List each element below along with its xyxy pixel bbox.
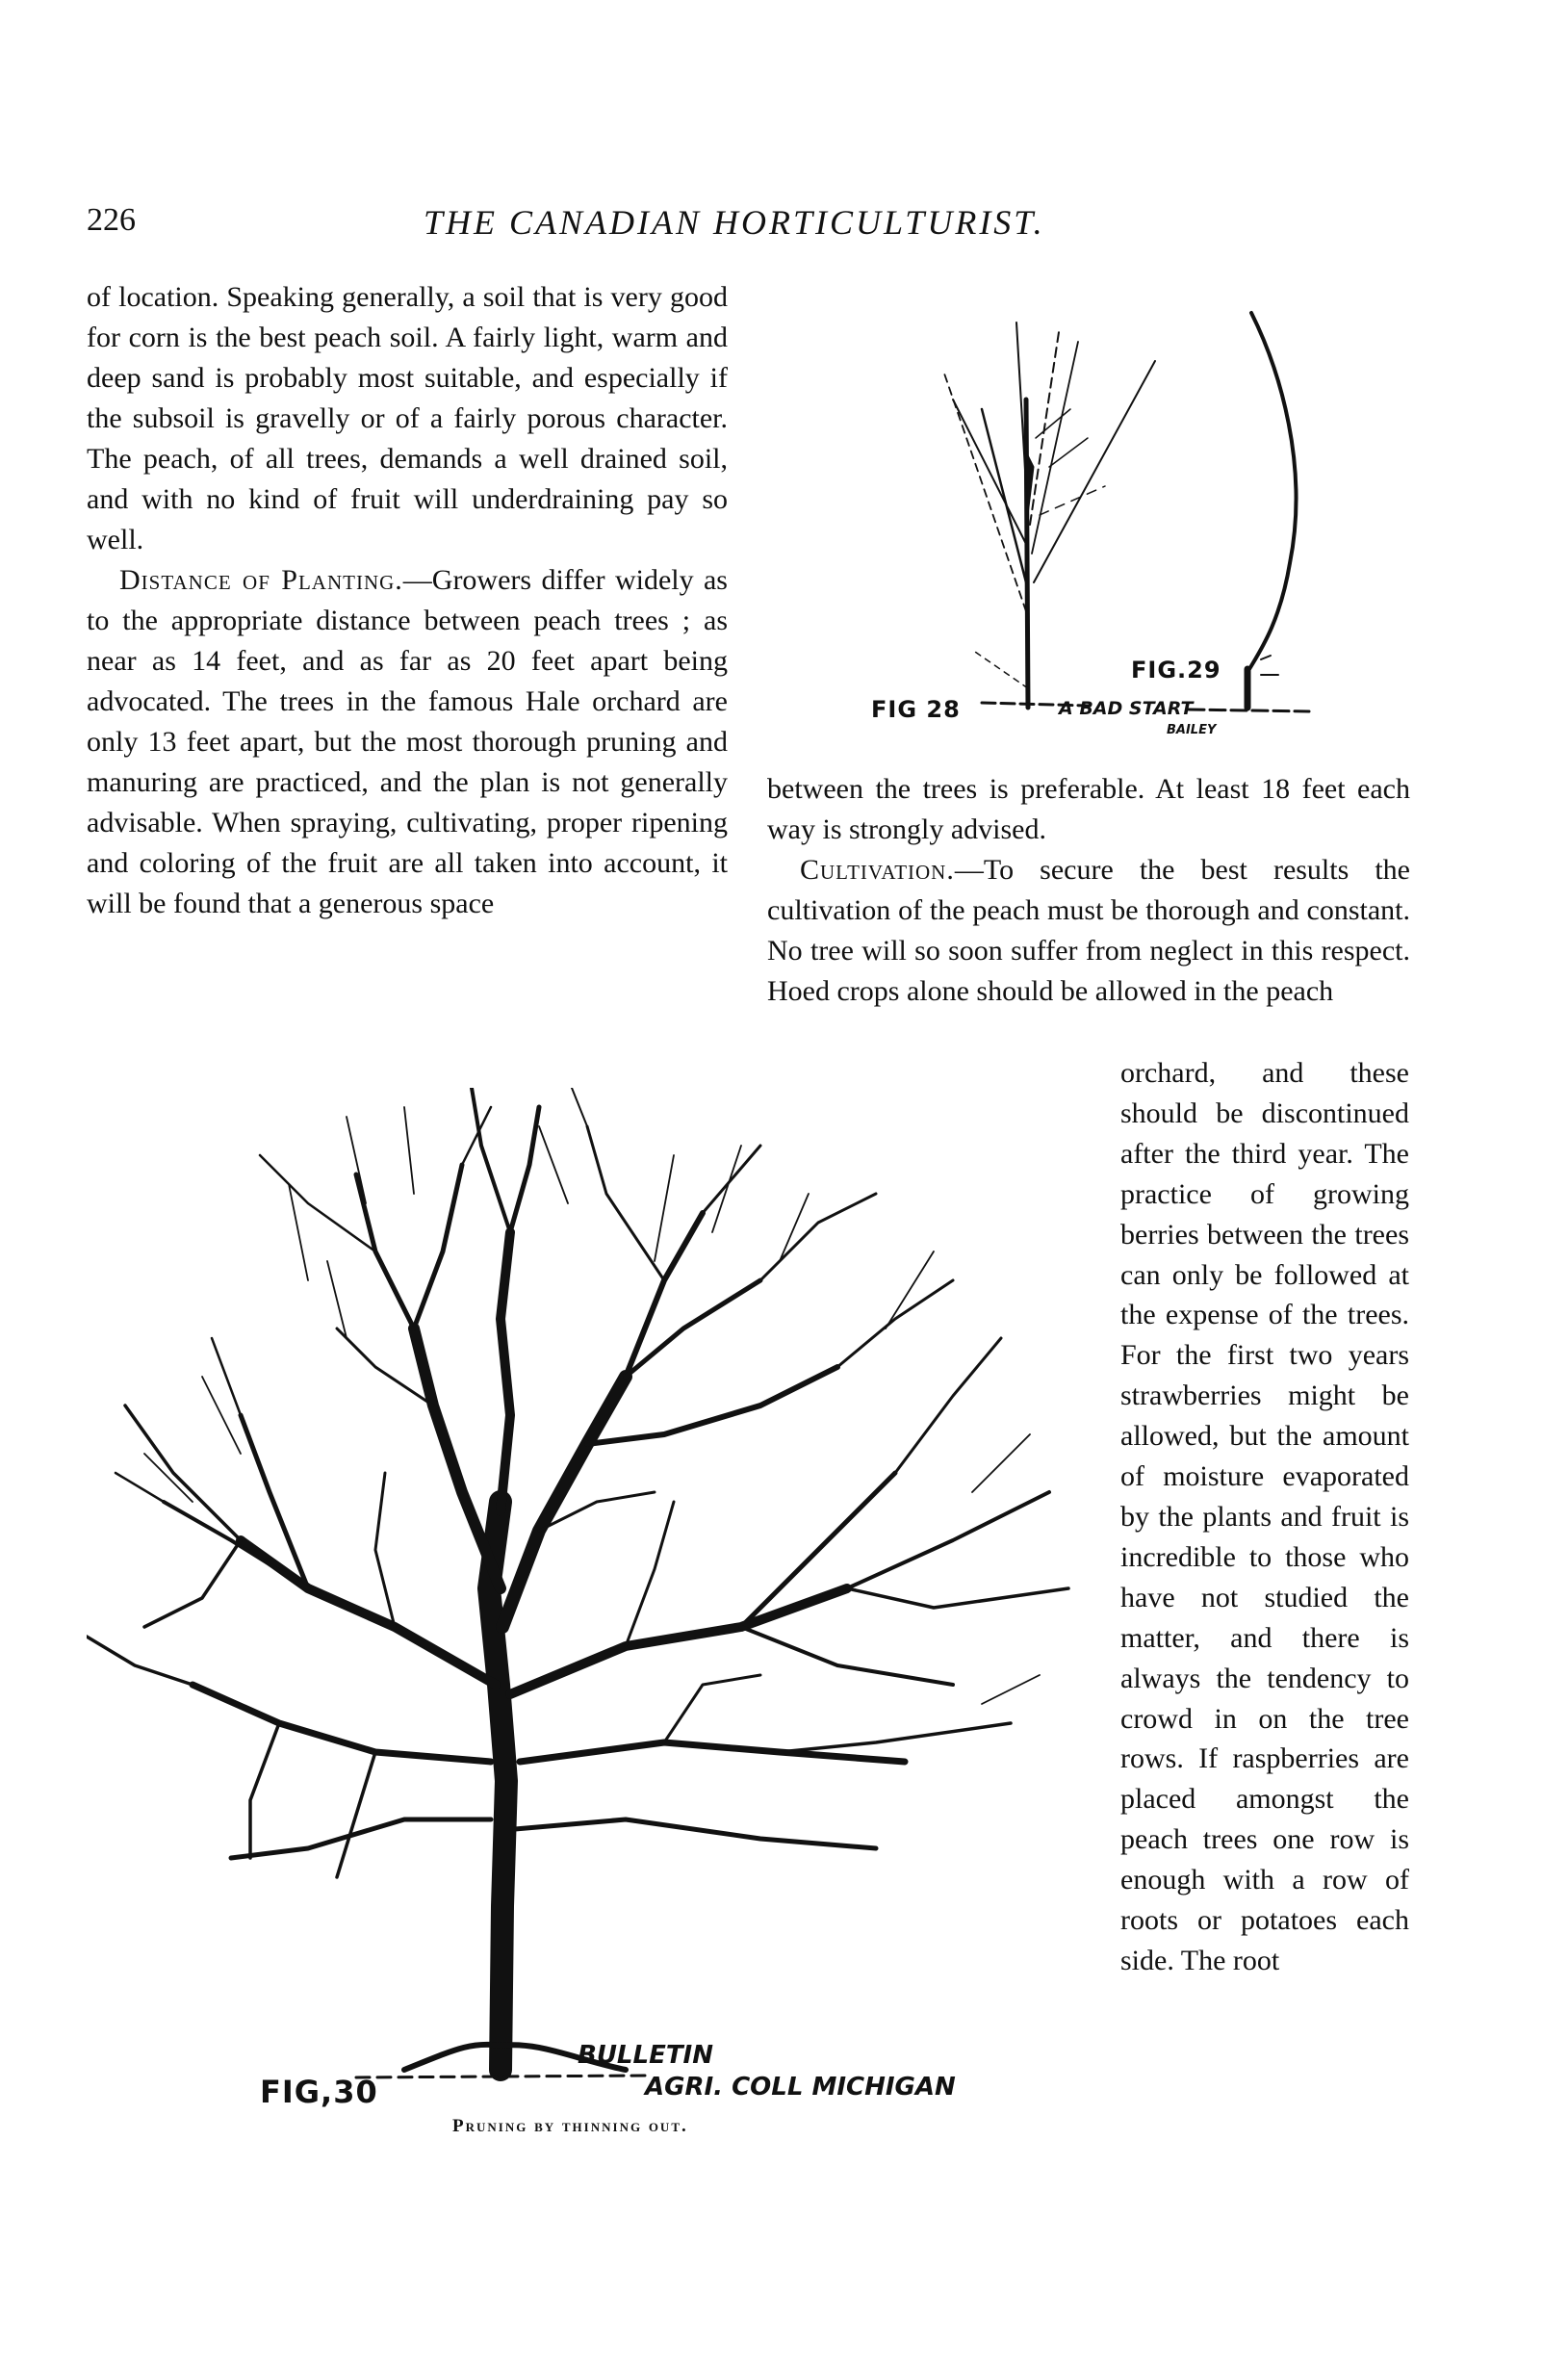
left-column — [87, 277, 728, 924]
figure-30-label: FIG,30 — [260, 2074, 378, 2110]
paragraph-cultivation — [767, 850, 1410, 1012]
figure-30-credit-college: AGRI. COLL MICHIGAN — [645, 2073, 956, 2102]
paragraph-spacing-continued: between the trees is preferable. At least 18 feet each way is strongly advised. — [767, 773, 1410, 845]
section-heading-cultivation: Cultivation. — [800, 854, 955, 886]
figure-28-29 — [857, 294, 1319, 756]
figure-29-label: FIG.29 — [1131, 657, 1221, 684]
running-title: THE CANADIAN HORTICULTURIST. — [424, 203, 1045, 242]
section-heading-distance: Distance of Planting. — [119, 564, 403, 596]
figure-30-drawing — [87, 1088, 1107, 2147]
figure-bad-start-label: A BAD START — [1059, 698, 1194, 719]
paragraph-distance-of-planting — [87, 560, 728, 924]
figure-28-29-drawing — [857, 294, 1319, 756]
paragraph-cultivation-continued: orchard, and these should be discontinued after the third year. The practice of growing berries between the trees can only be followed at the expense of the trees. For the first two years strawberries might be allowed, but the amount of moisture evaporated by the plants and fruit is incredible to those who have not studied the matter, and there is always the tendency to crowd in on the tree rows. If raspberries are placed amongst the peach trees one row is enough with a row of roots or potatoes each side. The root — [1120, 1057, 1409, 1976]
page-number: 226 — [87, 202, 136, 238]
paragraph-cultivation-body: —To secure the best results the cultivation of the peach must be thorough and constant. No tree will so soon suffer from neglect in this respect. Hoed crops alone should be allowed in the peach — [767, 854, 1410, 1007]
right-column-narrow — [1120, 1053, 1409, 1981]
figure-30-credit-bulletin: BULLETIN — [578, 2041, 713, 2070]
right-column-top — [767, 769, 1410, 1012]
figure-author-credit: BAILEY — [1167, 723, 1217, 737]
running-header — [0, 202, 1568, 250]
paragraph-distance-body: —Growers differ widely as to the appropriate distance between peach trees ; as near as 14 feet, and as far as 20 feet apart being advocated. The trees in the famous Hale orchard are only 13 feet apart, but the most thorough pruning and manuring are practiced, and the plan is not generally advisable. When spraying, cultivating, proper ripening and coloring of the fruit are all taken into account, it will be found that a generous space — [87, 564, 728, 919]
paragraph-location: of location. Speaking generally, a soil that is very good for corn is the best peach soil. A fairly light, warm and deep sand is probably most suitable, and especially if the subsoil is gravelly or of a fairly porous character. The peach, of all trees, demands a well drained soil, and with no kind of fruit will underdraining pay so well. — [87, 281, 728, 555]
figure-30-caption: Pruning by thinning out. — [452, 2116, 688, 2136]
figure-30 — [87, 1088, 1107, 2147]
figure-28-label: FIG 28 — [871, 696, 961, 723]
